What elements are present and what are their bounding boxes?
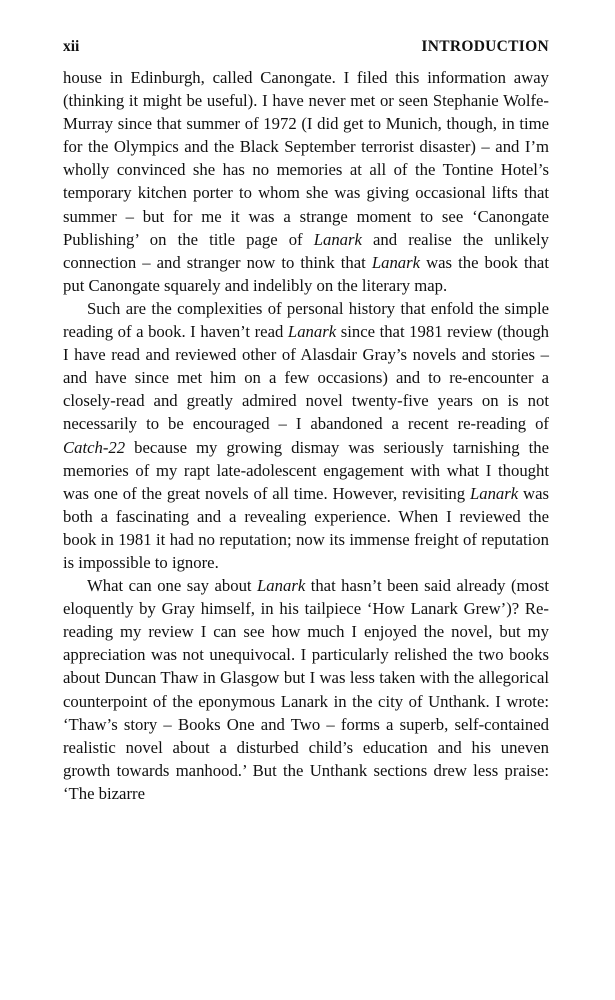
text-run: that hasn’t been said already (most eloquently by Gray himself, in his tailpiece ‘How Lanark Grew’)? Re-reading my review I can see how much I enjoyed the novel, but my appreciation was not unequivocal. I particularly relished the two books about Duncan Thaw in Glasgow but I was less taken with the allegorical counterpoint of the eponymous Lanark in the city of Unthank. I wrote: ‘Thaw’s story – Books One and Two – forms a superb, self-contained realistic novel about a disturbed child’s education and his uneven growth towards manhood.’ But the Unthank sections drew less praise: ‘The bizarre: [63, 576, 549, 803]
page-header: [63, 38, 549, 60]
page-number: xii: [63, 38, 80, 55]
text-run: since that 1981 review (though I have read and reviewed other of Alasdair Gray’s novels and stories – and have since met him on a few occasions) and to re-encounter a closely-read and greatly admired novel twenty-five years on is not necessarily to be encouraged – I abandoned a recent re-reading of: [63, 322, 550, 434]
running-head: INTRODUCTION: [421, 38, 549, 55]
text-run: house in Edinburgh, called Canongate. I filed this information away (thinking it might be useful). I have never met or seen Stephanie Wolfe-Murray since that summer of 1972 (I did get to Munich, though, in time for the Olympics and the Black September terrorist disaster) – and I’m wholly convinced she has no memories at all of the Tontine Hotel’s temporary kitchen porter to whom she was giving occasional lifts that summer – but for me it was a strange moment to see ‘Canongate Publishing’ on the title page of: [63, 68, 549, 249]
italic-title: Lanark: [257, 576, 306, 596]
text-run: Such are the complexities of personal history that enfold the simple reading of a book. I haven’t read: [63, 298, 549, 342]
body-text: [63, 66, 549, 805]
text-run: was both a fascinating and a revealing experience. When I reviewed the book in 1981 it had no reputation; now its immense freight of reputation is impossible to ignore.: [63, 483, 549, 572]
italic-title: Lanark: [469, 483, 519, 503]
italic-title: Lanark: [313, 229, 362, 249]
text-run: and realise the unlikely connection – and stranger now to think that: [63, 229, 549, 272]
italic-title: Catch-22: [63, 437, 126, 457]
text-run: because my growing dismay was seriously tarnishing the memories of my rapt late-adolescent engagement with what I thought was one of the great novels of all time. However, revisiting: [63, 437, 549, 503]
paragraph: [63, 297, 549, 574]
text-run: was the book that put Canongate squarely and indelibly on the literary map.: [63, 252, 549, 295]
paragraph: [63, 66, 549, 297]
italic-title: Lanark: [371, 252, 421, 272]
paragraph: [63, 574, 549, 805]
italic-title: Lanark: [287, 322, 337, 342]
text-run: What can one say about: [87, 576, 258, 596]
